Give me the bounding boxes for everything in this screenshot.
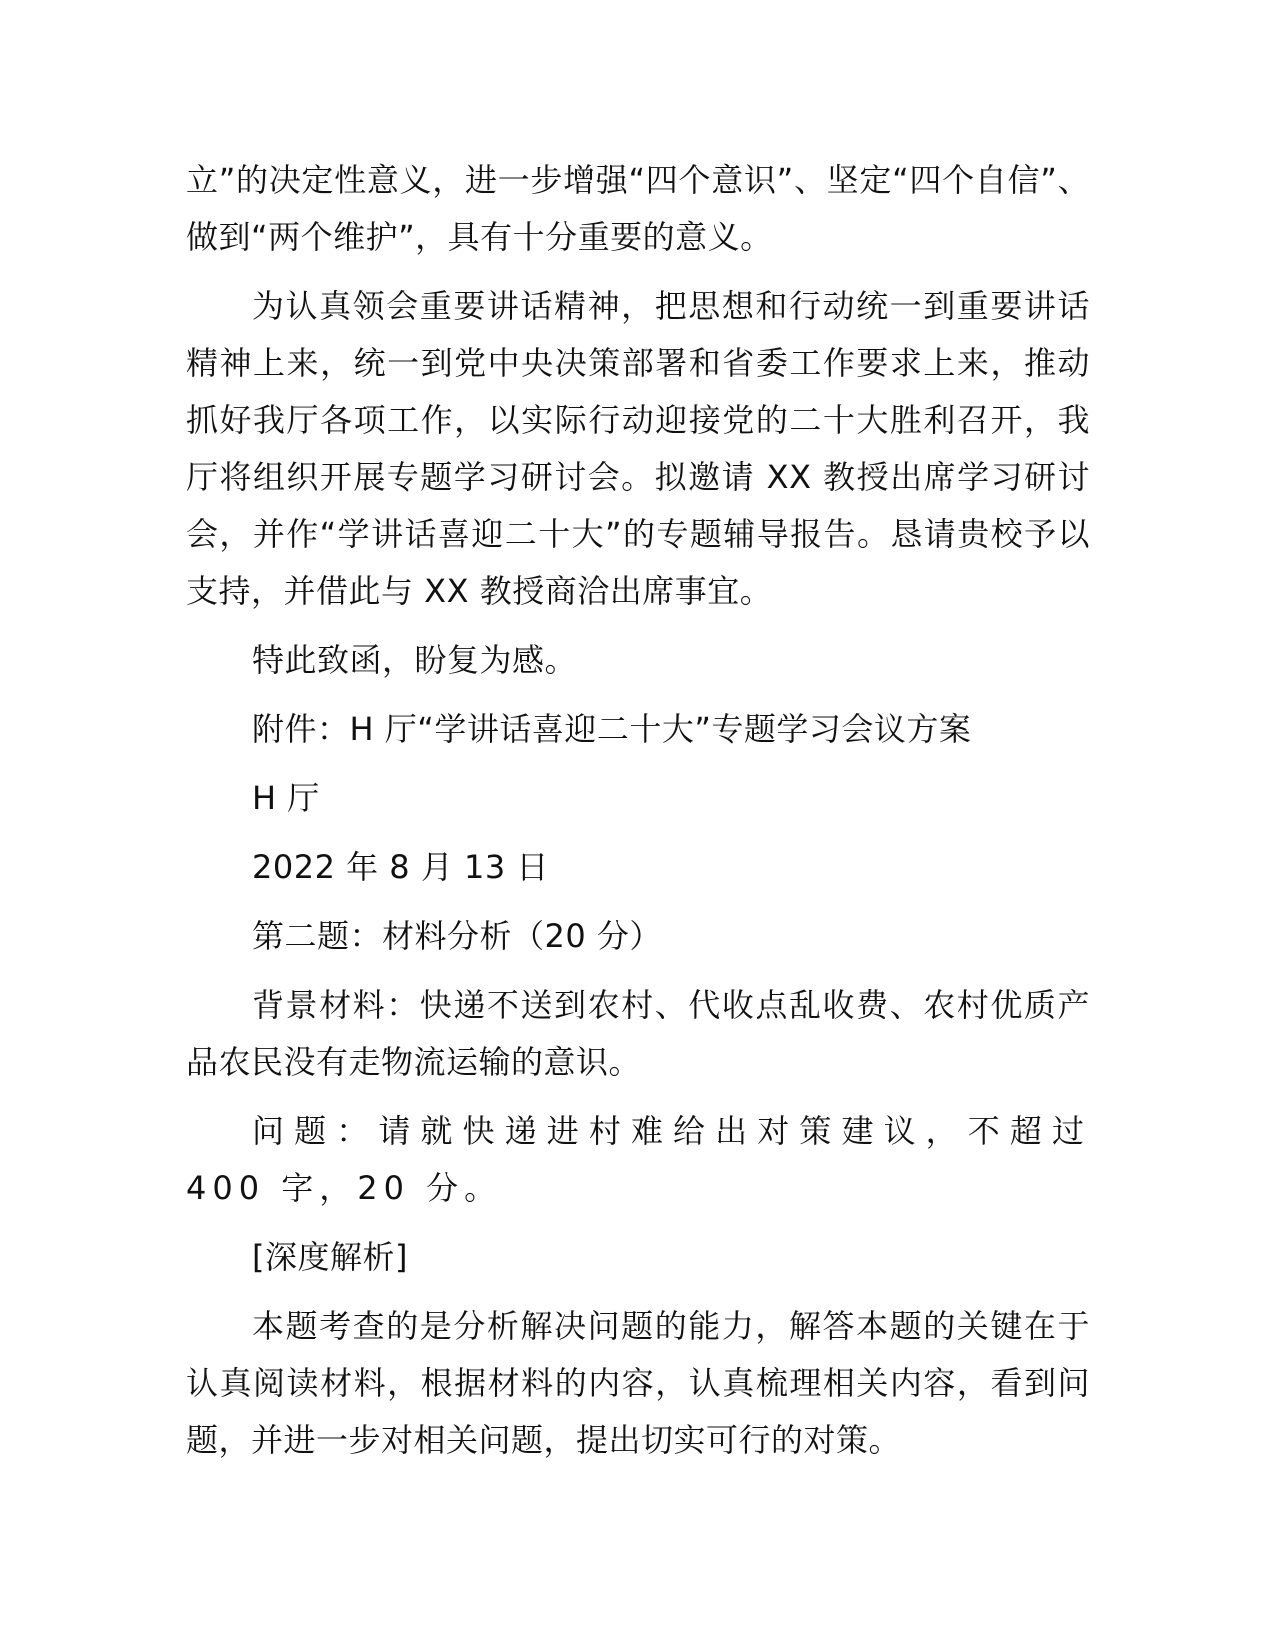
paragraph-analysis: 本题考查的是分析解决问题的能力，解答本题的关键在于认真阅读材料，根据材料的内容，认真梳理相关内容，看到问题，并进一步对相关问题，提出切实可行的对策。 (186, 1307, 1090, 1459)
paragraph-question: 问题：请就快递进村难给出对策建议，不超过 400 字，20 分。 (186, 1112, 1090, 1207)
paragraph-background: 背景材料：快递不送到农村、代收点乱收费、农村优质产品农民没有走物流运输的意识。 (186, 986, 1090, 1081)
paragraph-date: 2022 年 8 月 13 日 (252, 848, 549, 886)
paragraph-invitation: 为认真领会重要讲话精神，把思想和行动统一到重要讲话精神上来，统一到党中央决策部署和省委工作要求上来，推动抓好我厅各项工作，以实际行动迎接党的二十大胜利召开，我厅将组织开展专题学习研讨会。拟邀请 XX 教授出席学习研讨会，并作“学讲话喜迎二十大”的专题辅导报告。恳请贵校予以支持，并借此与 XX 教授商洽出席事宜。 (186, 287, 1090, 610)
document-body (186, 152, 1090, 1481)
paragraph-question-title: 第二题：材料分析（20 分） (252, 917, 662, 955)
paragraph-analysis-heading: [深度解析] (252, 1238, 408, 1276)
paragraph-closing: 特此致函，盼复为感。 (252, 641, 578, 679)
paragraph-significance: 立”的决定性意义，进一步增强“四个意识”、坚定“四个自信”、做到“两个维护”，具有十分重要的意义。 (186, 161, 1090, 256)
paragraph-signature: H 厅 (252, 779, 320, 817)
paragraph-attachment: 附件：H 厅“学讲话喜迎二十大”专题学习会议方案 (252, 710, 972, 748)
